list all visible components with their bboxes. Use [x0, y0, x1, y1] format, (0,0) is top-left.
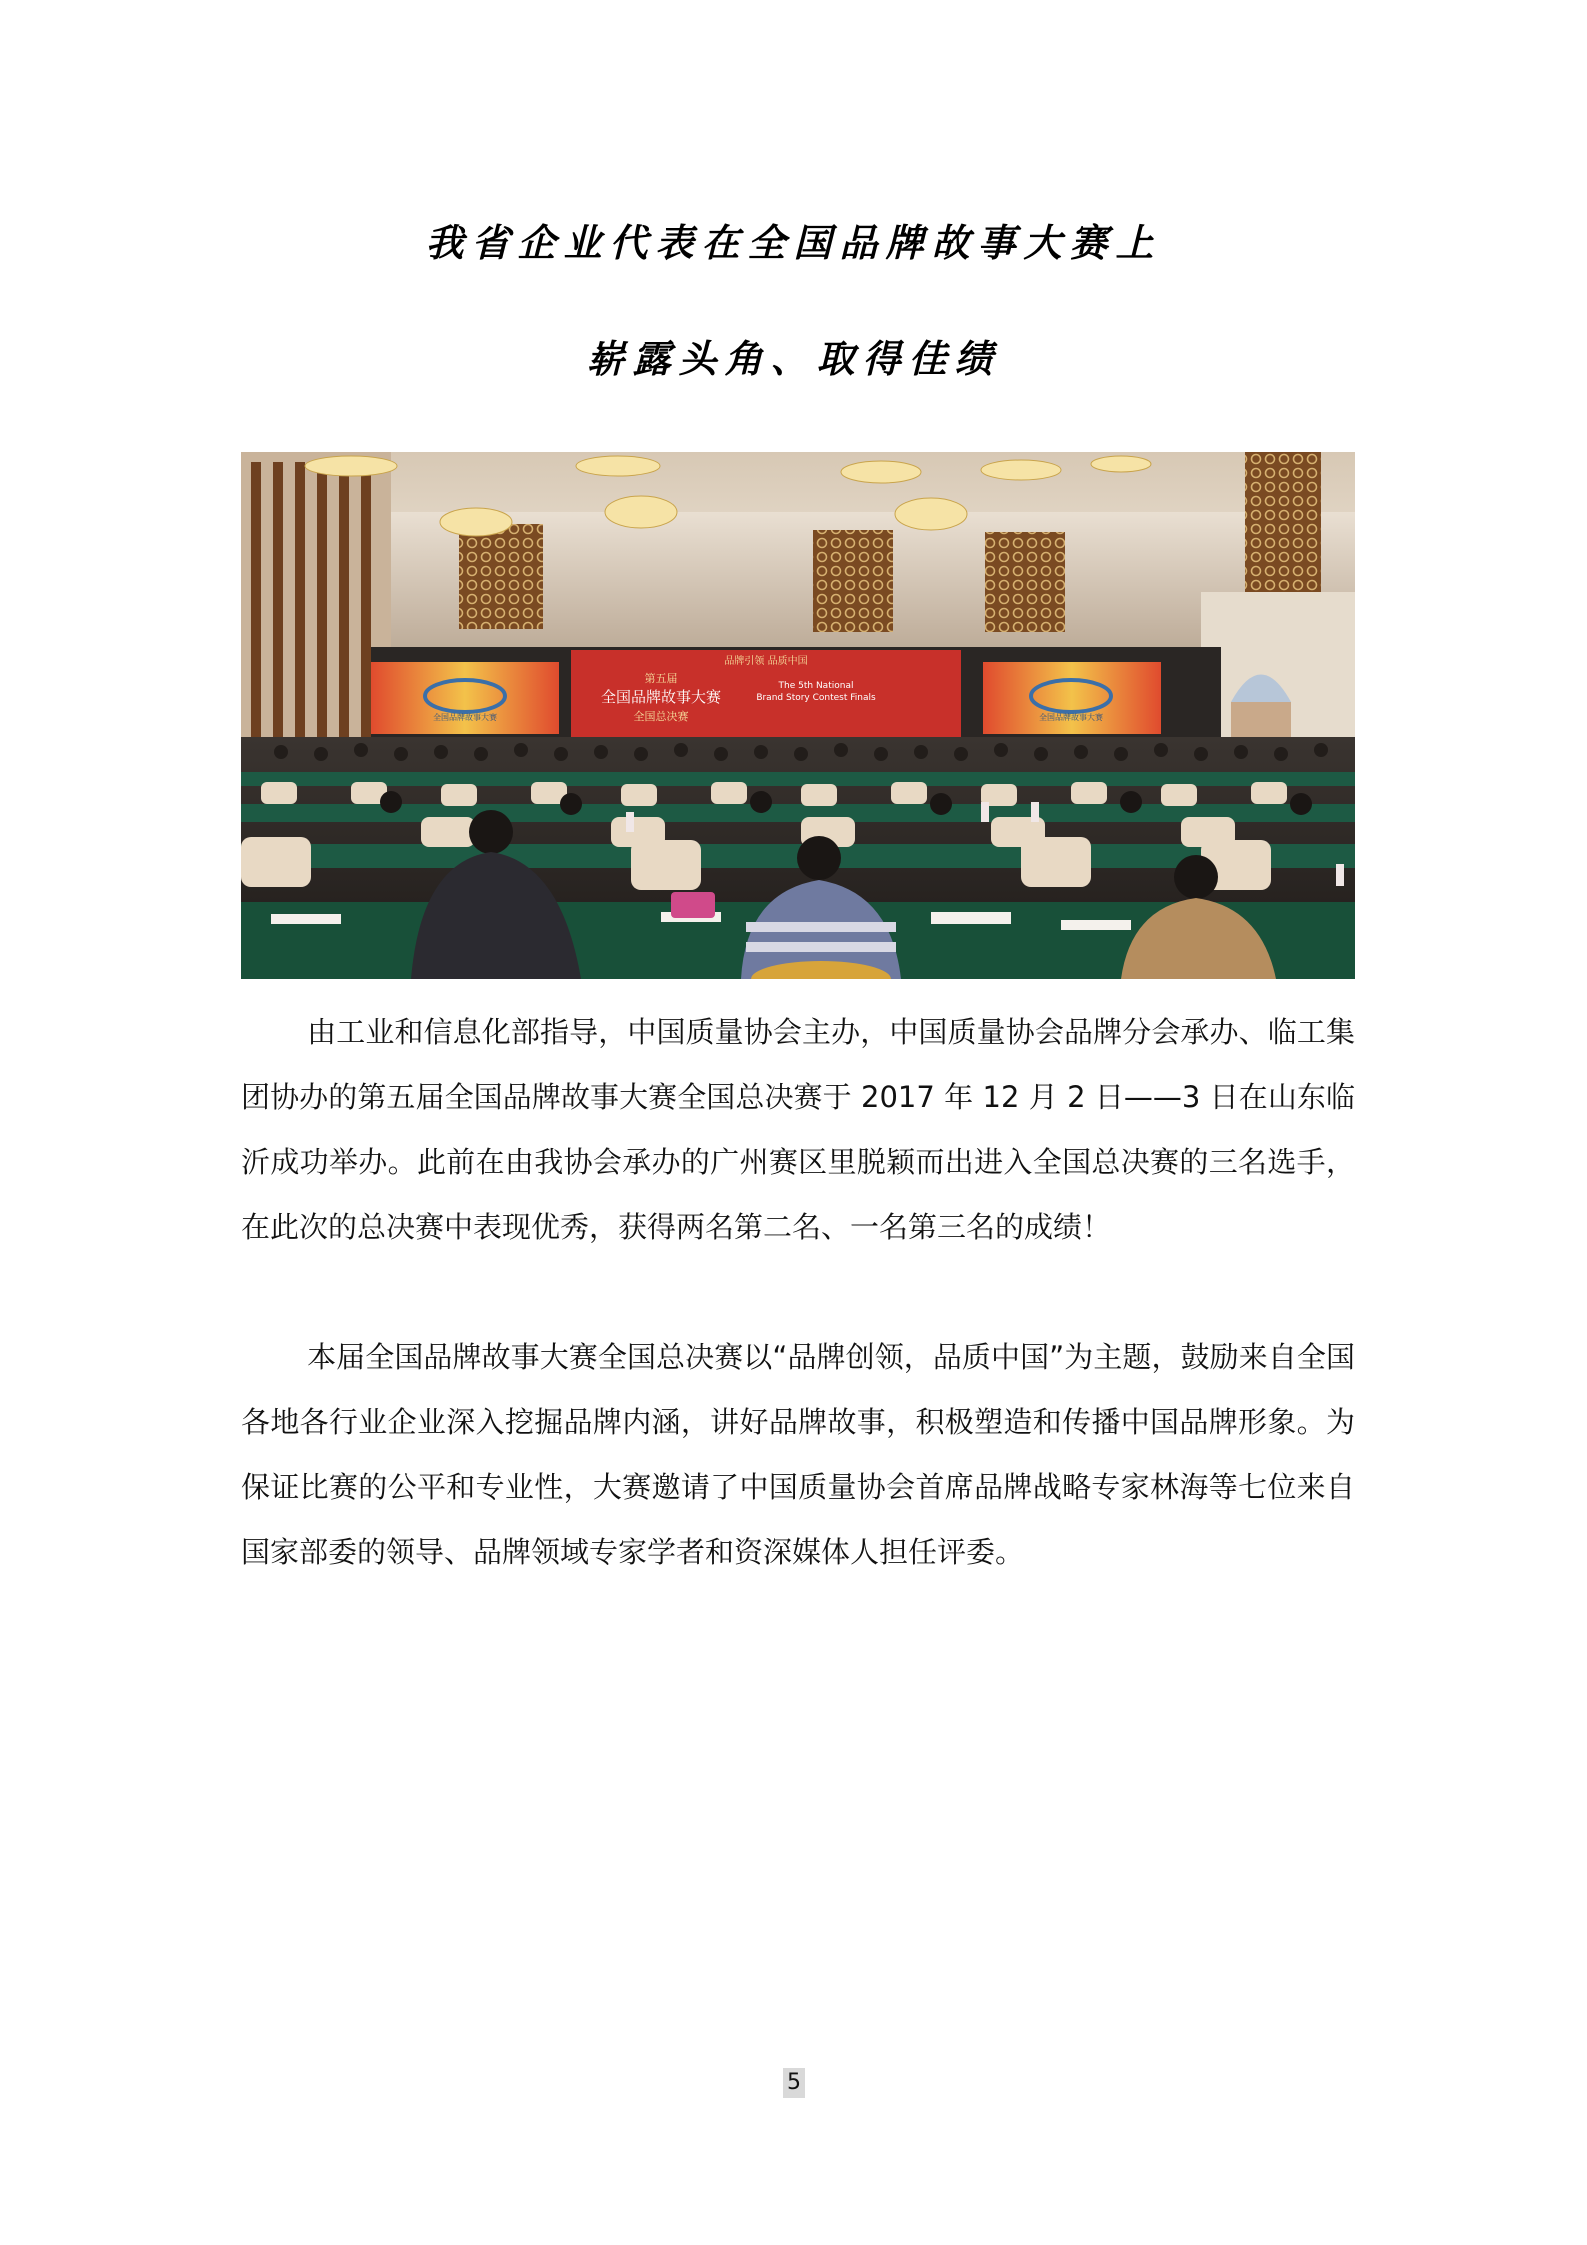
- paragraph-2-text: 本届全国品牌故事大赛全国总决赛以“品牌创领，品质中国”为主题，鼓励来自全国各地各行业企业深入挖掘品牌内涵，讲好品牌故事，积极塑造和传播中国品牌形象。为保证比赛的公平和专业性，大赛邀请了中国质量协会首席品牌战略专家林海等七位来自国家部委的领导、品牌领域专家学者和资深媒体人担任评委。: [241, 1340, 1355, 1569]
- page-title-line-1: 我省企业代表在全国品牌故事大赛上: [425, 220, 1162, 265]
- pink-bag: [671, 892, 715, 918]
- paragraph-1: [241, 1000, 1355, 1260]
- banner-slogan: 品牌引领 品质中国: [724, 656, 808, 667]
- banner-title-3: 全国总决赛: [633, 710, 689, 723]
- banner-en-1: The 5th National: [778, 681, 854, 691]
- audience-rows: [241, 743, 1355, 979]
- conference-hall-photo: [241, 452, 1355, 979]
- right-screen-logo: 全国品牌故事大赛: [1039, 713, 1103, 722]
- left-wall-panels: [241, 452, 391, 782]
- left-screen: [371, 662, 559, 734]
- conference-hall-illustration: [241, 452, 1355, 979]
- right-screen: [983, 662, 1161, 734]
- left-screen-logo: 全国品牌故事大赛: [433, 713, 497, 722]
- lattice-panel: [459, 524, 543, 629]
- banner-en-2: Brand Story Contest Finals: [756, 693, 876, 703]
- banner-title-1: 第五届: [644, 672, 678, 685]
- page-title-line-2: 崭露头角、取得佳绩: [586, 336, 1001, 381]
- lattice-panel: [813, 530, 893, 632]
- back-wall: [241, 512, 1355, 662]
- lattice-panel: [985, 532, 1065, 632]
- banner-title-2: 全国品牌故事大赛: [600, 688, 722, 706]
- paragraph-1-text: 由工业和信息化部指导，中国质量协会主办，中国质量协会品牌分会承办、临工集团协办的第五届全国品牌故事大赛全国总决赛于 2017 年 12 月 2 日——3 日在山东临沂成功举办。此前在由我协会承办的广州赛区里脱颖而出进入全国总决赛的三名选手，在此次的总决赛中表现优秀，获得两名第二名、一名第三名的成绩！: [241, 1015, 1355, 1244]
- center-banner: [571, 650, 961, 740]
- page-number: 5: [783, 2068, 805, 2098]
- paragraph-2: [241, 1325, 1355, 1585]
